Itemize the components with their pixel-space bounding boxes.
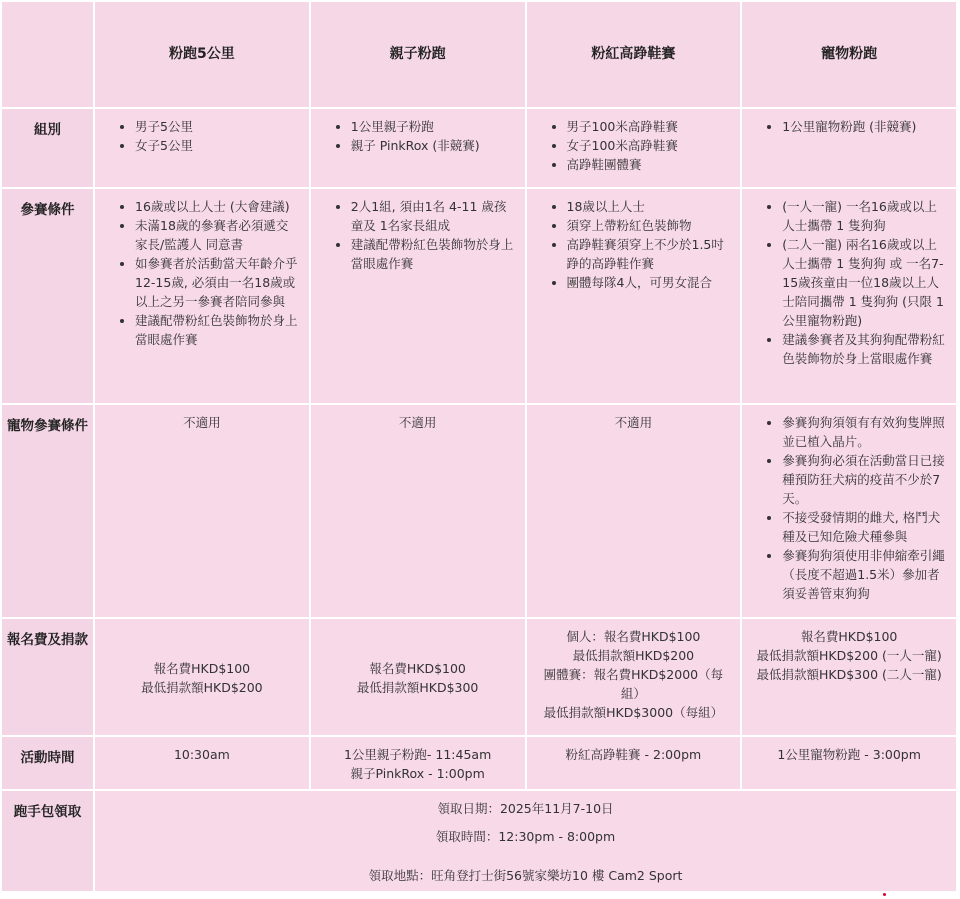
bullet-list: [752, 413, 946, 603]
time-line: 1公里寵物粉跑 - 3:00pm: [777, 747, 921, 762]
table-cell: [526, 404, 742, 618]
list-item: • 須穿上帶粉紅色裝飾物: [567, 216, 731, 235]
bullet-list: [752, 197, 946, 368]
table-header-row: [1, 1, 957, 108]
fee-line: 最低捐款額HKD$300 (二人一寵): [756, 667, 942, 682]
table-cell: [310, 404, 526, 618]
list-item: • 未滿18歲的參賽者必須遞交家長/監護人 同意書: [135, 216, 299, 254]
not-applicable-text: 不適用: [398, 415, 437, 430]
fee-line: 最低捐款額HKD$200: [572, 648, 695, 663]
list-item: • 參賽狗狗必須在活動當日已接種預防狂犬病的疫苗不少於7天。: [782, 451, 946, 508]
bullet-list: [321, 197, 515, 273]
table-cell: [526, 618, 742, 736]
red-dot-marker: [883, 893, 886, 896]
column-header: 親子粉跑: [310, 1, 526, 108]
table-row-pet-requirements: [1, 404, 957, 618]
row-label: 寵物參賽條件: [1, 404, 94, 618]
time-line: 10:30am: [173, 747, 230, 762]
table-row-pickup: [1, 790, 957, 892]
fee-line: 最低捐款額HKD$200: [141, 680, 263, 695]
fee-line: 報名費HKD$100: [153, 661, 251, 676]
table-cell: [526, 188, 742, 404]
table-cell: [310, 736, 526, 790]
pickup-location: 領取地點：旺角登打士街56號家樂坊10 樓 Cam2 Sport: [368, 868, 683, 883]
list-item: • 16歲或以上人士 (大會建議): [135, 197, 299, 216]
time-line: 1公里親子粉跑- 11:45am: [343, 747, 492, 762]
row-label: 跑手包領取: [1, 790, 94, 892]
fee-line: 個人：報名費HKD$100: [566, 629, 701, 644]
table-cell: [741, 108, 957, 188]
row-label: 參賽條件: [1, 188, 94, 404]
list-item: • 參賽狗狗須領有有效狗隻牌照並已植入晶片。: [782, 413, 946, 451]
table-cell: [310, 188, 526, 404]
bullet-list: [752, 117, 946, 136]
table-cell: [94, 108, 310, 188]
table-row-fees: [1, 618, 957, 736]
fee-line: 報名費HKD$100: [369, 661, 466, 676]
not-applicable-text: 不適用: [614, 415, 653, 430]
list-item: • 1公里寵物粉跑 (非競賽): [782, 117, 946, 136]
header-corner-cell: [1, 1, 94, 108]
time-line: 粉紅高踭鞋賽 - 2:00pm: [565, 747, 702, 762]
bullet-list: [105, 197, 299, 349]
list-item: • 不接受發情期的雌犬, 格鬥犬種及已知危險犬種參與: [782, 508, 946, 546]
list-item: • 2人1組, 須由1名 4-11 歲孩童及 1名家長組成: [351, 197, 515, 235]
list-item: • 建議參賽者及其狗狗配帶粉紅色裝飾物於身上當眼處作賽: [782, 330, 946, 368]
table-cell: [741, 188, 957, 404]
table-cell: [94, 618, 310, 736]
row-label: 組別: [1, 108, 94, 188]
table-row-time: [1, 736, 957, 790]
row-label: 報名費及捐款: [1, 618, 94, 736]
table-cell: [94, 736, 310, 790]
fee-line: 最低捐款額HKD$200 (一人一寵): [756, 648, 942, 663]
list-item: • 親子 PinkRox (非競賽): [351, 136, 515, 155]
bullet-list: [321, 117, 515, 155]
list-item: • 男子100米高踭鞋賽: [567, 117, 731, 136]
column-header: 寵物粉跑: [741, 1, 957, 108]
table-cell: [310, 108, 526, 188]
list-item: • 團體每隊4人，可男女混合: [567, 273, 731, 292]
list-item: • 男子5公里: [135, 117, 299, 136]
fee-line: 團體賽：報名費HKD$2000（每組）: [543, 667, 724, 701]
fee-line: 最低捐款額HKD$3000（每組）: [543, 705, 724, 720]
list-item: • 女子5公里: [135, 136, 299, 155]
bullet-list: [105, 117, 299, 155]
column-header: 粉跑5公里: [94, 1, 310, 108]
table-cell: [526, 736, 742, 790]
list-item: • 1公里親子粉跑: [351, 117, 515, 136]
table-cell: [310, 618, 526, 736]
table-row-group: [1, 108, 957, 188]
list-item: • (一人一寵) 一名16歲或以上人士攜帶 1 隻狗狗: [782, 197, 946, 235]
fee-line: 最低捐款額HKD$300: [356, 680, 479, 695]
table-cell: [526, 108, 742, 188]
column-header: 粉紅高踭鞋賽: [526, 1, 742, 108]
list-item: • 18歲以上人士: [567, 197, 731, 216]
table-cell: [741, 618, 957, 736]
row-label: 活動時間: [1, 736, 94, 790]
list-item: • 高踭鞋團體賽: [567, 155, 731, 174]
list-item: • (二人一寵) 兩名16歲或以上人士攜帶 1 隻狗狗 或 一名7-15歲孩童由一位18歲以上人士陪同攜帶 1 隻狗狗 (只限 1公里寵物粉跑): [782, 235, 946, 330]
table-cell: [94, 188, 310, 404]
table-cell: [94, 790, 957, 892]
table-cell: [741, 736, 957, 790]
bullet-list: [537, 117, 731, 174]
table-row-requirements: [1, 188, 957, 404]
bullet-list: [537, 197, 731, 292]
time-line: 親子PinkRox - 1:00pm: [350, 766, 485, 781]
fee-line: 報名費HKD$100: [800, 629, 898, 644]
pickup-date: 領取日期：2025年11月7-10日: [437, 801, 614, 816]
pickup-hours: 領取時間：12:30pm - 8:00pm: [435, 829, 616, 844]
list-item: • 參賽狗狗須使用非伸縮牽引繩（長度不超過1.5米）參加者須妥善管束狗狗: [782, 546, 946, 603]
list-item: • 建議配帶粉紅色裝飾物於身上當眼處作賽: [351, 235, 515, 273]
table-cell: [94, 404, 310, 618]
not-applicable-text: 不適用: [183, 415, 221, 430]
list-item: • 如參賽者於活動當天年齡介乎12-15歲, 必須由一名18歲或以上之另一參賽者陪同參與: [135, 254, 299, 311]
table-cell: [741, 404, 957, 618]
list-item: • 高踭鞋賽須穿上不少於1.5吋踭的高踭鞋作賽: [567, 235, 731, 273]
list-item: • 建議配帶粉紅色裝飾物於身上當眼處作賽: [135, 311, 299, 349]
list-item: • 女子100米高踭鞋賽: [567, 136, 731, 155]
